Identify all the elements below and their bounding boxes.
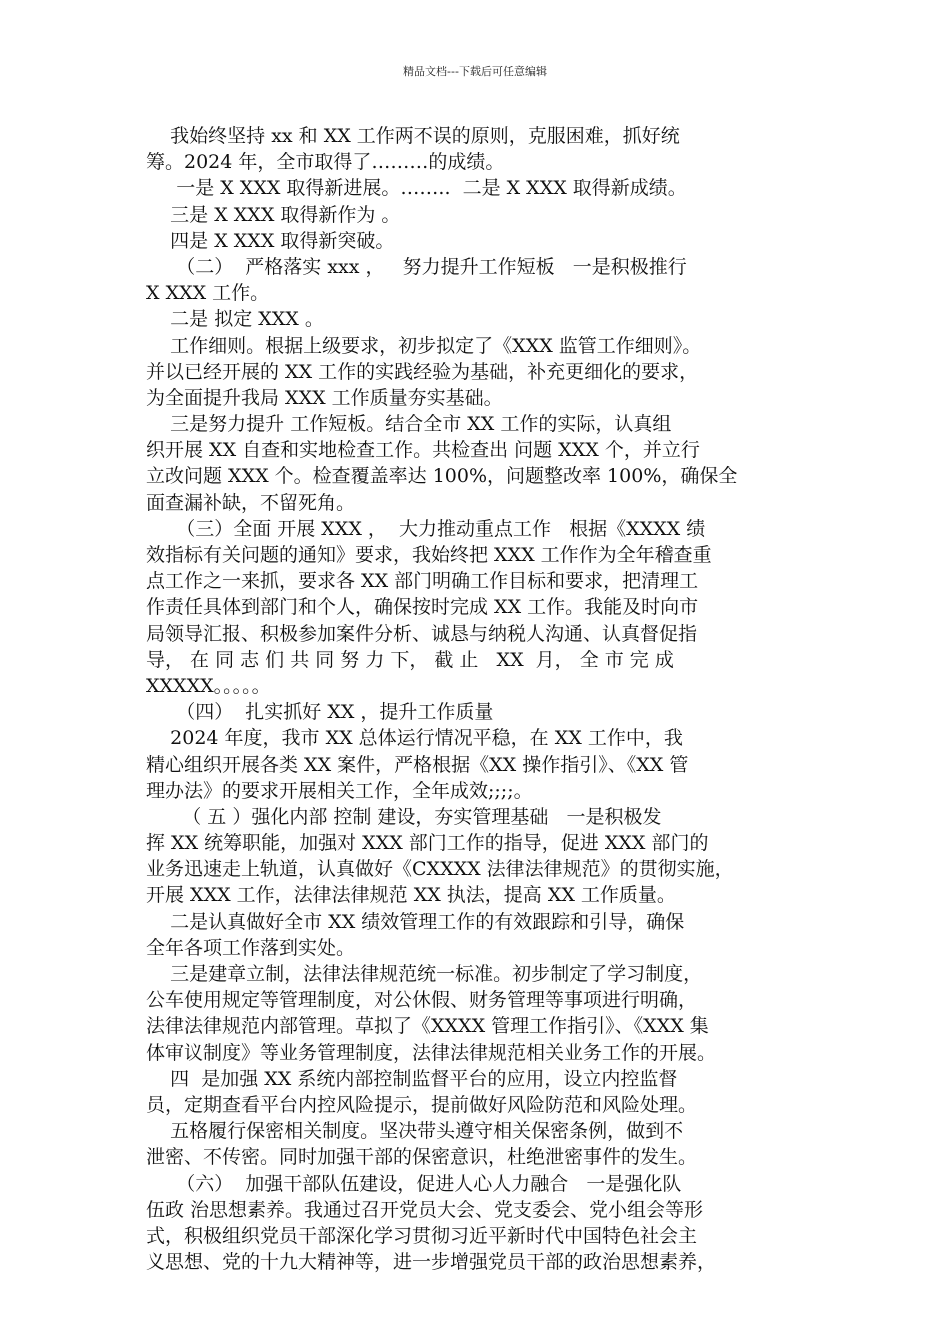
text-line: 一是 X XXX 取得新进展。…….. 二是 X XXX 取得新成绩。 (146, 177, 687, 200)
text-line: 面查漏补缺，不留死角。 (146, 491, 356, 514)
page-header: 精品文档---下载后可任意编辑 (403, 65, 547, 78)
text-line: 筹。2024 年，全市取得了………的成绩。 (146, 151, 505, 174)
text-line: 2024 年度，我市 XX 总体运行情况平稳，在 XX 工作中，我 (146, 727, 683, 750)
text-line: 四是 X XXX 取得新突破。 (146, 229, 395, 252)
text-line: 全年各项工作落到实处。 (146, 936, 356, 959)
text-line: 局领导汇报、积极参加案件分析、诚恳与纳税人沟通、认真督促指 (146, 622, 698, 645)
text-line: （ 五 ）强化内部 控制 建设，夯实管理基础 一是积极发 (146, 805, 662, 828)
text-line: 挥 XX 统筹职能，加强对 XXX 部门工作的指导，促进 XXX 部门的 (146, 832, 709, 855)
text-line: 法律法律规范内部管理。草拟了《XXXX 管理工作指引》、《XXX 集 (146, 1015, 709, 1038)
text-line: （三）全面 开展 XXX ， 大力推动重点工作 根据《XXXX 绩 (146, 517, 706, 540)
text-line: X XXX 工作。 (146, 282, 270, 305)
text-line: 效指标有关问题的通知》要求，我始终把 XXX 工作作为全年稽查重 (146, 544, 712, 566)
text-line: 式，积极组织党员干部深化学习贯彻习近平新时代中国特色社会主 (146, 1224, 698, 1247)
text-line: 立改问题 XXX 个。检查覆盖率达 100%，问题整改率 100%，确保全 (146, 465, 738, 488)
text-line: （六） 加强干部队伍建设，促进人心人力融合 一是强化队 (146, 1172, 682, 1195)
text-line: 作责任具体到部门和个人，确保按时完成 XX 工作。我能及时向市 (146, 596, 699, 619)
text-line: （二） 严格落实 xxx ， 努力提升工作短板 一是积极推行 (146, 255, 687, 278)
text-line: 并以已经开展的 XX 工作的实践经验为基础，补充更细化的要求， (146, 360, 699, 383)
text-line: 泄密、不传密。同时加强干部的保密意识，杜绝泄密事件的发生。 (146, 1146, 698, 1169)
text-line: 三是 X XXX 取得新作为 。 (146, 203, 401, 226)
text-line: 体审议制度》等业务管理制度，法律法律规范相关业务工作的开展。 (146, 1041, 717, 1064)
text-line: XXXXX。。。。。 (146, 674, 271, 697)
text-line: 理办法》的要求开展相关工作，全年成效;;;;。 (146, 779, 533, 802)
text-line: 四 是加强 XX 系统内部控制监督平台的应用，设立内控监督 (146, 1067, 678, 1090)
text-line: （四） 扎实抓好 XX ，提升工作质量 (146, 701, 494, 724)
text-line: 点工作之一来抓，要求各 XX 部门明确工作目标和要求，把清理工 (146, 570, 699, 593)
text-line: 五格履行保密相关制度。坚决带头遵守相关保密条例，做到不 (146, 1120, 684, 1143)
text-line: 我始终坚持 xx 和 XX 工作两不误的原则，克服困难，抓好统 (146, 125, 680, 147)
text-line: 二是认真做好全市 XX 绩效管理工作的有效跟踪和引导，确保 (146, 910, 685, 933)
text-line: 开展 XXX 工作，法律法律规范 XX 执法，提高 XX 工作质量。 (146, 884, 676, 907)
text-line: 三是建章立制，法律法律规范统一标准。初步制定了学习制度， (146, 963, 703, 985)
text-line: 公车使用规定等管理制度，对公休假、财务管理等事项进行明确， (146, 989, 698, 1012)
text-line: 二是 拟定 XXX 。 (146, 308, 324, 331)
text-line: 织开展 XX 自查和实地检查工作。共检查出 问题 XXX 个，并立行 (146, 439, 700, 462)
text-line: 为全面提升我局 XXX 工作质量夯实基础。 (146, 386, 503, 409)
text-line: 业务迅速走上轨道，认真做好《CXXXX 法律法律规范》的贯彻实施， (146, 858, 734, 881)
text-line: 员，定期查看平台内控风险提示，提前做好风险防范和风险处理。 (146, 1093, 698, 1116)
text-line: 伍政 治思想素养。我通过召开党员大会、党支委会、党小组会等形 (146, 1198, 704, 1221)
text-line: 工作细则。根据上级要求，初步拟定了《XXX 监管工作细则》。 (146, 334, 702, 357)
document-body (146, 123, 814, 1275)
text-line: 精心组织开展各类 XX 案件，严格根据《XX 操作指引》、《XX 管 (146, 753, 689, 776)
text-line: 三是努力提升 工作短板。结合全市 XX 工作的实际，认真组 (146, 413, 672, 436)
text-line: 导， 在 同 志 们 共 同 努 力 下， 截 止 XX 月， 全 市 完 成 (146, 648, 674, 671)
text-line: 义思想、党的十九大精神等，进一步增强党员干部的政治思想素养， (146, 1251, 717, 1274)
